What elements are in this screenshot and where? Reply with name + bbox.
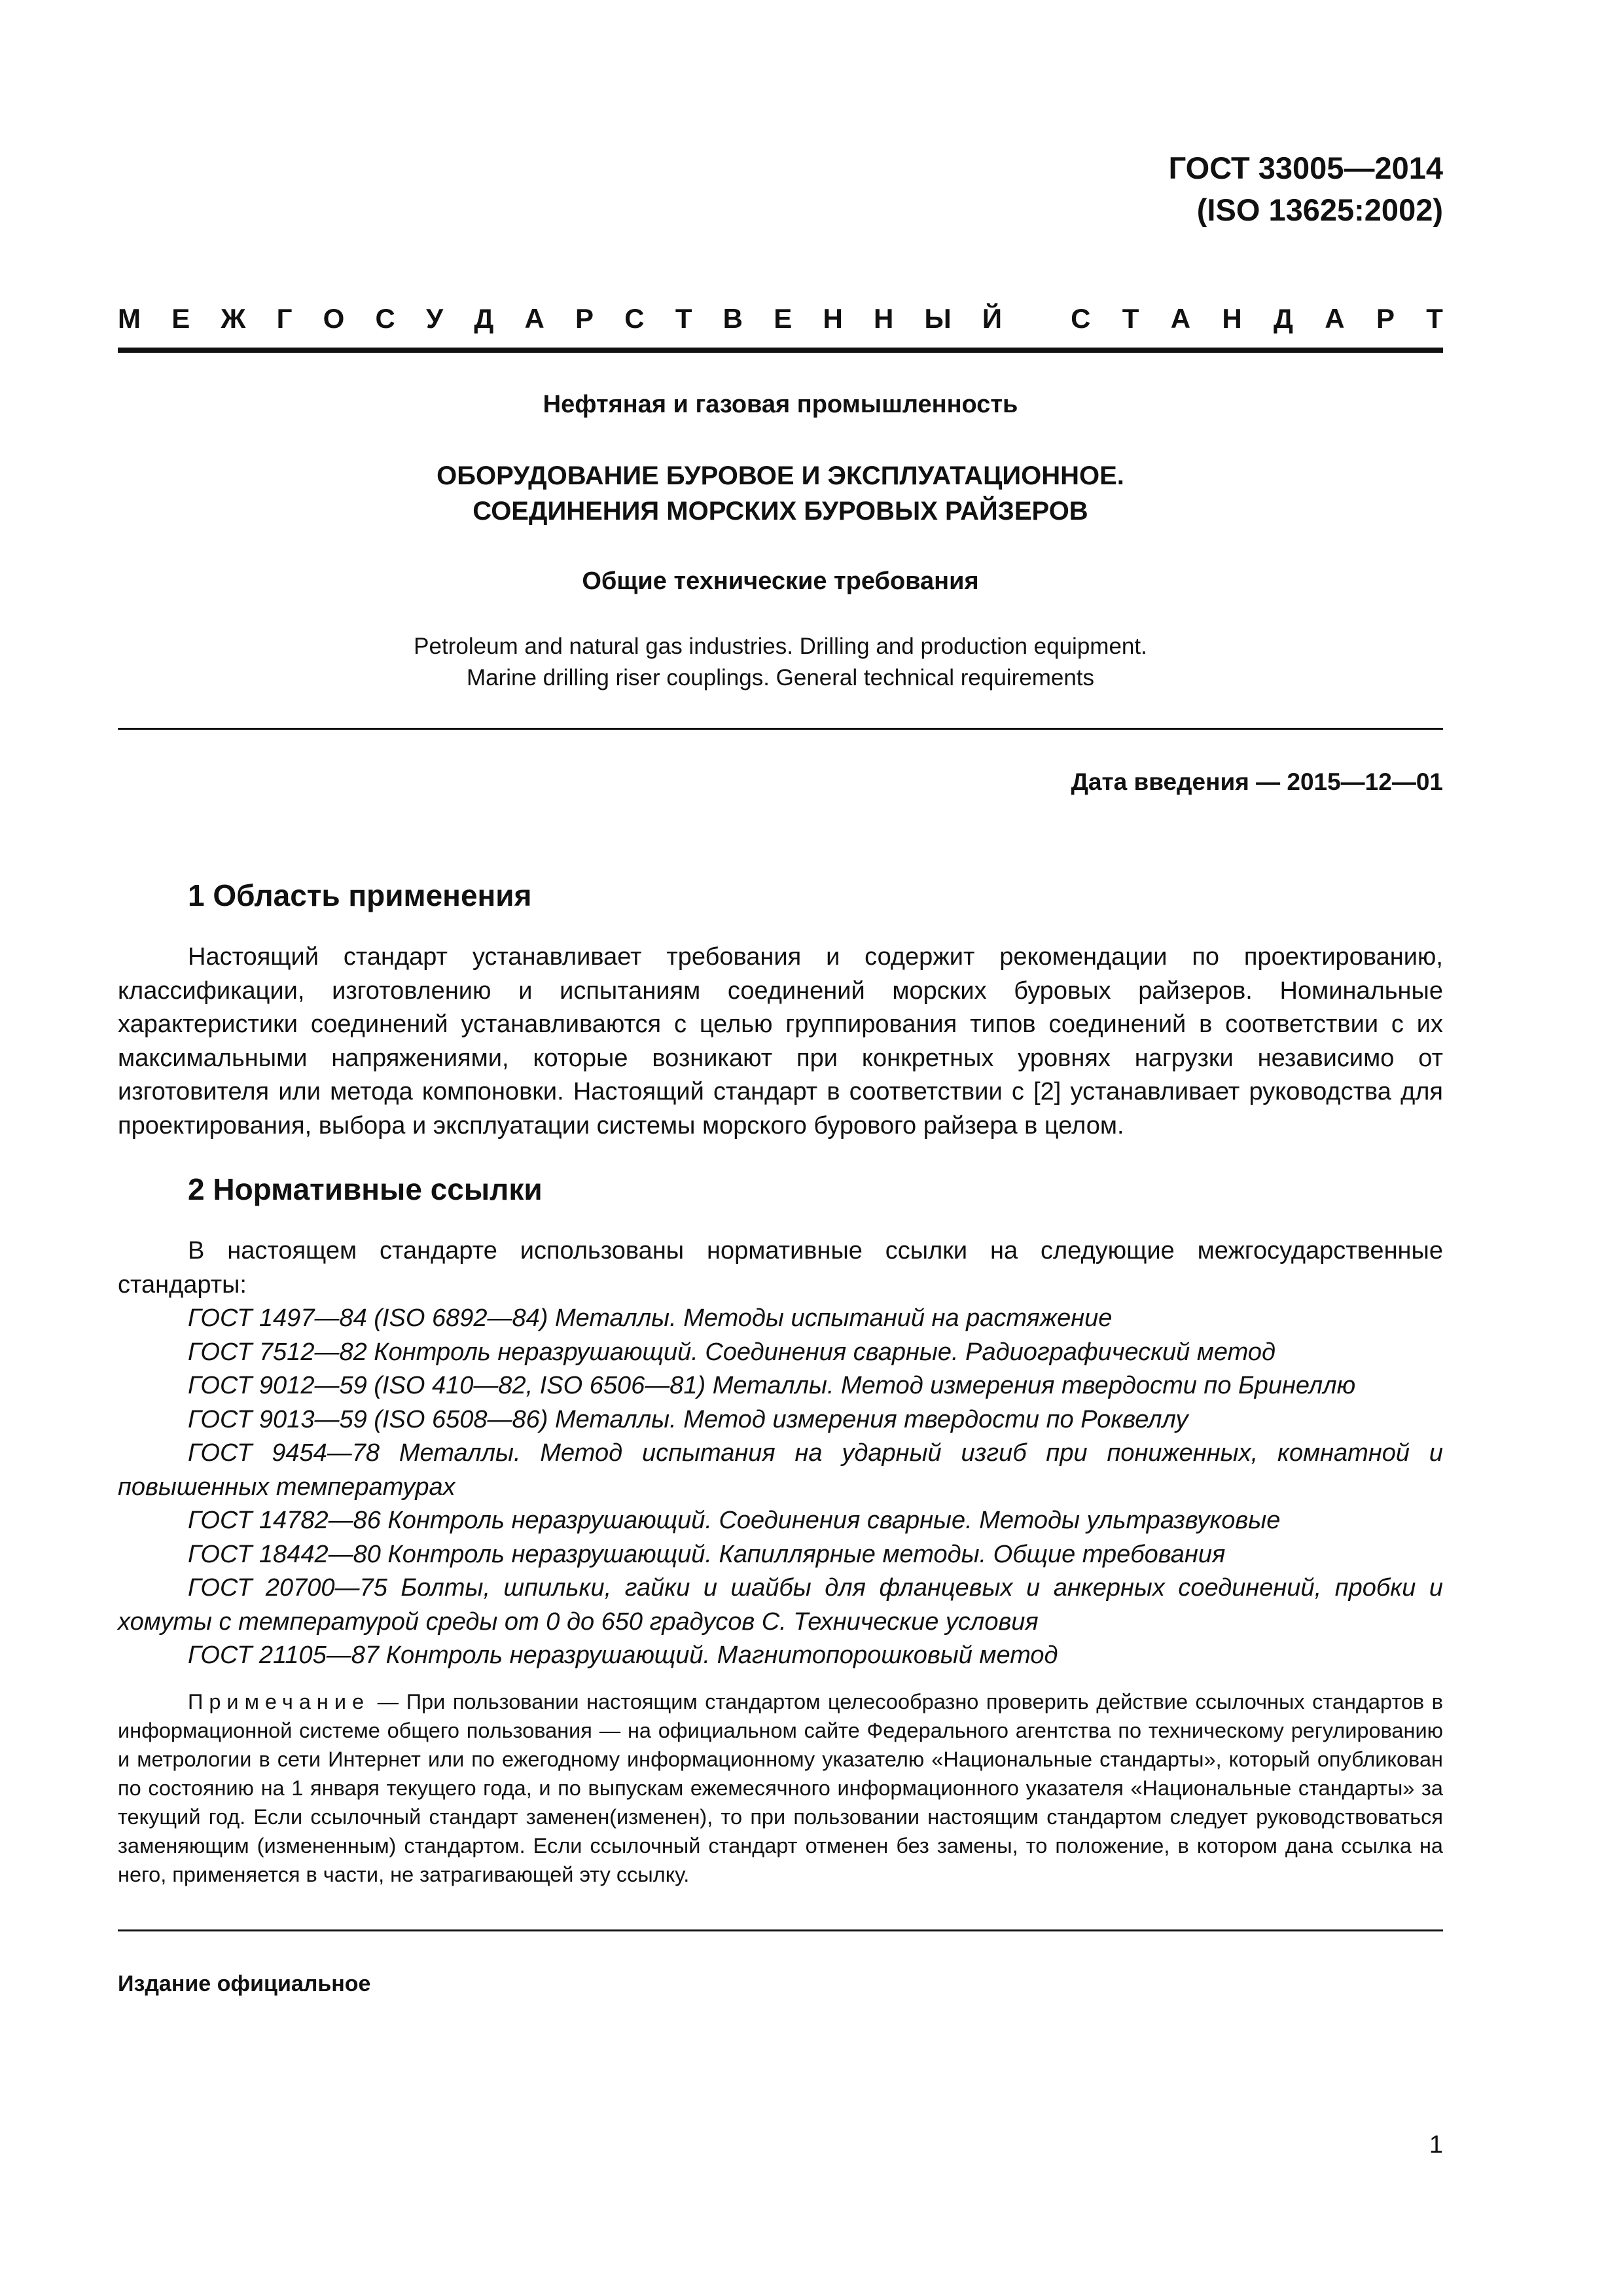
introduction-date: Дата введения — 2015—12—01 — [1071, 768, 1443, 795]
document-title — [118, 458, 1443, 529]
banner-letter: А — [1325, 303, 1345, 334]
banner-letter: Т — [1426, 303, 1443, 334]
banner-letter: А — [1170, 303, 1191, 334]
footer-divider — [118, 1929, 1443, 1931]
banner-letter: Д — [1274, 303, 1293, 334]
banner-letter: О — [323, 303, 345, 334]
reference-item: ГОСТ 9013—59 (ISO 6508—86) Металлы. Метод измерения твердости по Роквеллу — [188, 1405, 1188, 1433]
standard-type-banner — [118, 303, 1443, 334]
references-intro-paragraph: В настоящем стандарте использованы нормативные ссылки на следующие межгосударственные стандарты: — [118, 1237, 1443, 1299]
section-heading-references: 2 Нормативные ссылки — [188, 1172, 543, 1206]
official-edition-label: Издание официальное — [118, 1971, 371, 1996]
banner-letter: С — [375, 303, 395, 334]
scope-paragraph: Настоящий стандарт устанавливает требования и содержит рекомендации по проектированию, классификации, изготовлению и испытаниям соединений морских буровых райзеров. Номинальные характеристики соединений устанавливаются с целью группирования типов соединений в соответствии с их максимальными напряжениями, которые возникают при конкретных уровнях нагрузки независимо от изготовителя или метода компоновки. Настоящий стандарт в соответствии с [2] устанавливает руководства для проектирования, выбора и эксплуатации системы морского бурового райзера в целом. — [118, 943, 1443, 1139]
banner-letter: Р — [575, 303, 594, 334]
banner-letter: Д — [474, 303, 494, 334]
banner-letter: В — [722, 303, 743, 334]
banner-letter: С — [624, 303, 645, 334]
banner-letter: Н — [1222, 303, 1242, 334]
english-line-1: Petroleum and natural gas industries. Drilling and production equipment. — [414, 634, 1147, 659]
reference-item: ГОСТ 14782—86 Контроль неразрушающий. Соединения сварные. Методы ультразвуковые — [188, 1507, 1281, 1534]
iso-number: (ISO 13625:2002) — [1196, 192, 1443, 227]
banner-letter: Ы — [924, 303, 952, 334]
banner-letter: Й — [982, 303, 1003, 334]
banner-letter: А — [524, 303, 544, 334]
references-list — [118, 1302, 1443, 1673]
reference-item: ГОСТ 20700—75 Болты, шпильки, гайки и шайбы для фланцевых и анкерных соединений, пробки и хомуты с температурой среды от 0 до 650 градусов С. Технические условия — [118, 1574, 1443, 1636]
reference-item: ГОСТ 1497—84 (ISO 6892—84) Металлы. Методы испытаний на растяжение — [188, 1304, 1113, 1332]
standard-number-block — [118, 147, 1443, 231]
section-heading-scope: 1 Область применения — [188, 878, 532, 912]
banner-letter: Н — [873, 303, 894, 334]
banner-letter: Е — [774, 303, 793, 334]
banner-letter: С — [1071, 303, 1091, 334]
title-line-2: СОЕДИНЕНИЯ МОРСКИХ БУРОВЫХ РАЙЗЕРОВ — [473, 497, 1088, 526]
banner-letter: Е — [171, 303, 190, 334]
reference-item: ГОСТ 7512—82 Контроль неразрушающий. Соединения сварные. Радиографический метод — [188, 1338, 1275, 1366]
title-divider — [118, 728, 1443, 730]
english-line-2: Marine drilling riser couplings. General technical requirements — [466, 665, 1095, 691]
banner-letter: У — [426, 303, 444, 334]
reference-item: ГОСТ 9012—59 (ISO 410—82, ISO 6506—81) Металлы. Метод измерения твердости по Бринеллю — [188, 1372, 1356, 1399]
document-subtitle: Общие технические требования — [582, 567, 979, 595]
banner-letter: Т — [675, 303, 692, 334]
standard-number: ГОСТ 33005—2014 — [1168, 151, 1443, 185]
banner-word-interstate — [118, 303, 1002, 334]
note-paragraph — [118, 1687, 1443, 1889]
reference-item: ГОСТ 18442—80 Контроль неразрушающий. Капиллярные методы. Общие требования — [188, 1540, 1226, 1568]
banner-rule — [118, 348, 1443, 353]
banner-letter: Г — [276, 303, 293, 334]
title-line-1: ОБОРУДОВАНИЕ БУРОВОЕ И ЭКСПЛУАТАЦИОННОЕ. — [437, 461, 1124, 490]
note-text: — При пользовании настоящим стандартом целесообразно проверить действие ссылочных стандартов в информационной системе общего пользования — на официальном сайте Федерального агентства по техническому регулированию и метрологии в сети Интернет или по ежегодному информационному указателю «Национальные стандарты», который опубликован по состоянию на 1 января текущего года, и по выпускам ежемесячного информационного указателя «Национальные стандарты» за текущий год. Если ссылочный стандарт заменен(изменен), то при пользовании настоящим стандартом следует руководствоваться заменяющим (измененным) стандартом. Если ссылочный стандарт отменен без замены, то положение, в котором дана ссылка на него, применяется в части, не затрагивающей эту ссылку. — [118, 1689, 1443, 1886]
industry-heading: Нефтяная и газовая промышленность — [543, 391, 1018, 418]
banner-letter: Н — [823, 303, 843, 334]
reference-item: ГОСТ 21105—87 Контроль неразрушающий. Магнитопорошковый метод — [188, 1641, 1058, 1669]
banner-letter: Р — [1376, 303, 1395, 334]
banner-letter: Ж — [221, 303, 246, 334]
page-number: 1 — [1429, 2131, 1443, 2159]
banner-word-standard — [1071, 303, 1443, 334]
banner-letter: Т — [1122, 303, 1139, 334]
reference-item: ГОСТ 9454—78 Металлы. Метод испытания на ударный изгиб при пониженных, комнатной и повышенных температурах — [118, 1439, 1443, 1501]
banner-letter: М — [118, 303, 141, 334]
note-label: Примечание — [188, 1689, 370, 1713]
english-title — [118, 631, 1443, 694]
